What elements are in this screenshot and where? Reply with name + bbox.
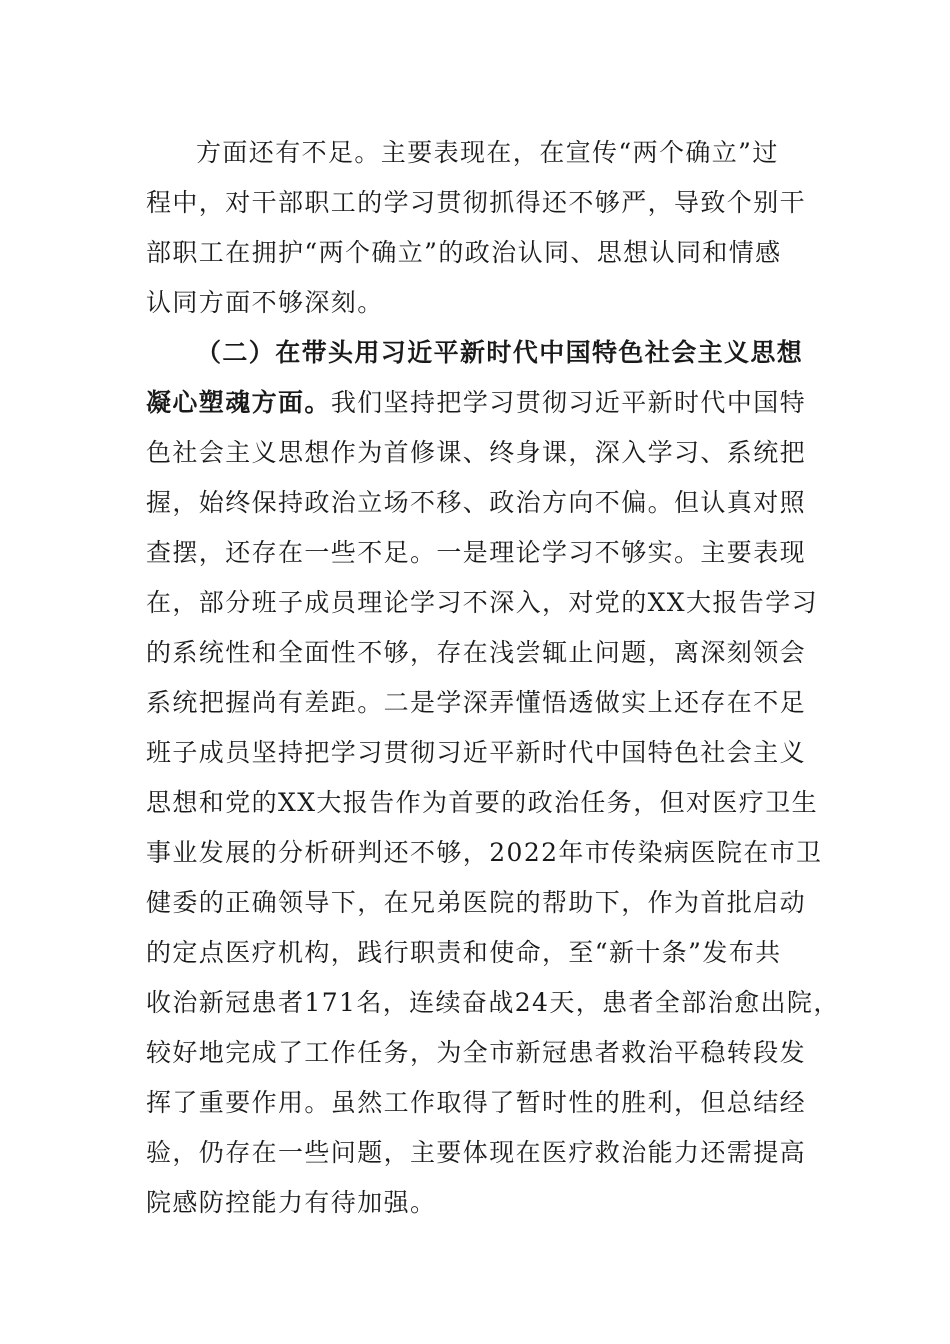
para1-line-4: 认同方面不够深刻。 [146, 288, 384, 317]
para2-line-17: 院感防控能力有待加强。 [146, 1188, 437, 1217]
para1-line-1: 方面还有不足。主要表现在，在宣传“两个确立”过 [196, 138, 779, 167]
para1-line-2: 程中，对干部职工的学习贯彻抓得还不够严，导致个别干 [146, 188, 807, 217]
para2-line-11: 健委的正确领导下，在兄弟医院的帮助下，作为首批启动 [146, 888, 807, 917]
para2-line-3: 握，始终保持政治立场不移、政治方向不偏。但认真对照 [146, 488, 807, 517]
section-heading-line-2 [146, 378, 806, 428]
para2-line-10: 事业发展的分析研判还不够，2022年市传染病医院在市卫 [146, 838, 823, 867]
para2-line-2: 色社会主义思想作为首修课、终身课，深入学习、系统把 [146, 438, 807, 467]
para2-line-14: 较好地完成了工作任务，为全市新冠患者救治平稳转段发 [146, 1038, 807, 1067]
para2-line-1: 我们坚持把学习贯彻习近平新时代中国特 [330, 388, 807, 417]
para2-line-7: 系统把握尚有差距。二是学深弄懂悟透做实上还存在不足 [146, 688, 807, 717]
para2-line-5: 在，部分班子成员理论学习不深入，对党的XX大报告学习 [146, 588, 818, 617]
para2-line-6: 的系统性和全面性不够，存在浅尝辄止问题，离深刻领会 [146, 638, 807, 667]
para2-line-9: 思想和党的XX大报告作为首要的政治任务，但对医疗卫生 [146, 788, 818, 817]
para2-line-16: 验，仍存在一些问题，主要体现在医疗救治能力还需提高 [146, 1138, 807, 1167]
para1-line-3: 部职工在拥护“两个确立”的政治认同、思想认同和情感 [146, 238, 782, 267]
para2-line-8: 班子成员坚持把学习贯彻习近平新时代中国特色社会主义 [146, 738, 807, 767]
section-heading-bold-tail: 凝心塑魂方面。 [146, 388, 331, 417]
para2-line-4: 查摆，还存在一些不足。一是理论学习不够实。主要表现 [146, 538, 807, 567]
para2-line-12: 的定点医疗机构，践行职责和使命，至“新十条”发布共 [146, 938, 782, 967]
section-heading-line-1: （二）在带头用习近平新时代中国特色社会主义思想 [196, 338, 804, 367]
para2-line-15: 挥了重要作用。虽然工作取得了暂时性的胜利，但总结经 [146, 1088, 807, 1117]
para2-line-13: 收治新冠患者171名，连续奋战24天，患者全部治愈出院， [146, 988, 840, 1017]
